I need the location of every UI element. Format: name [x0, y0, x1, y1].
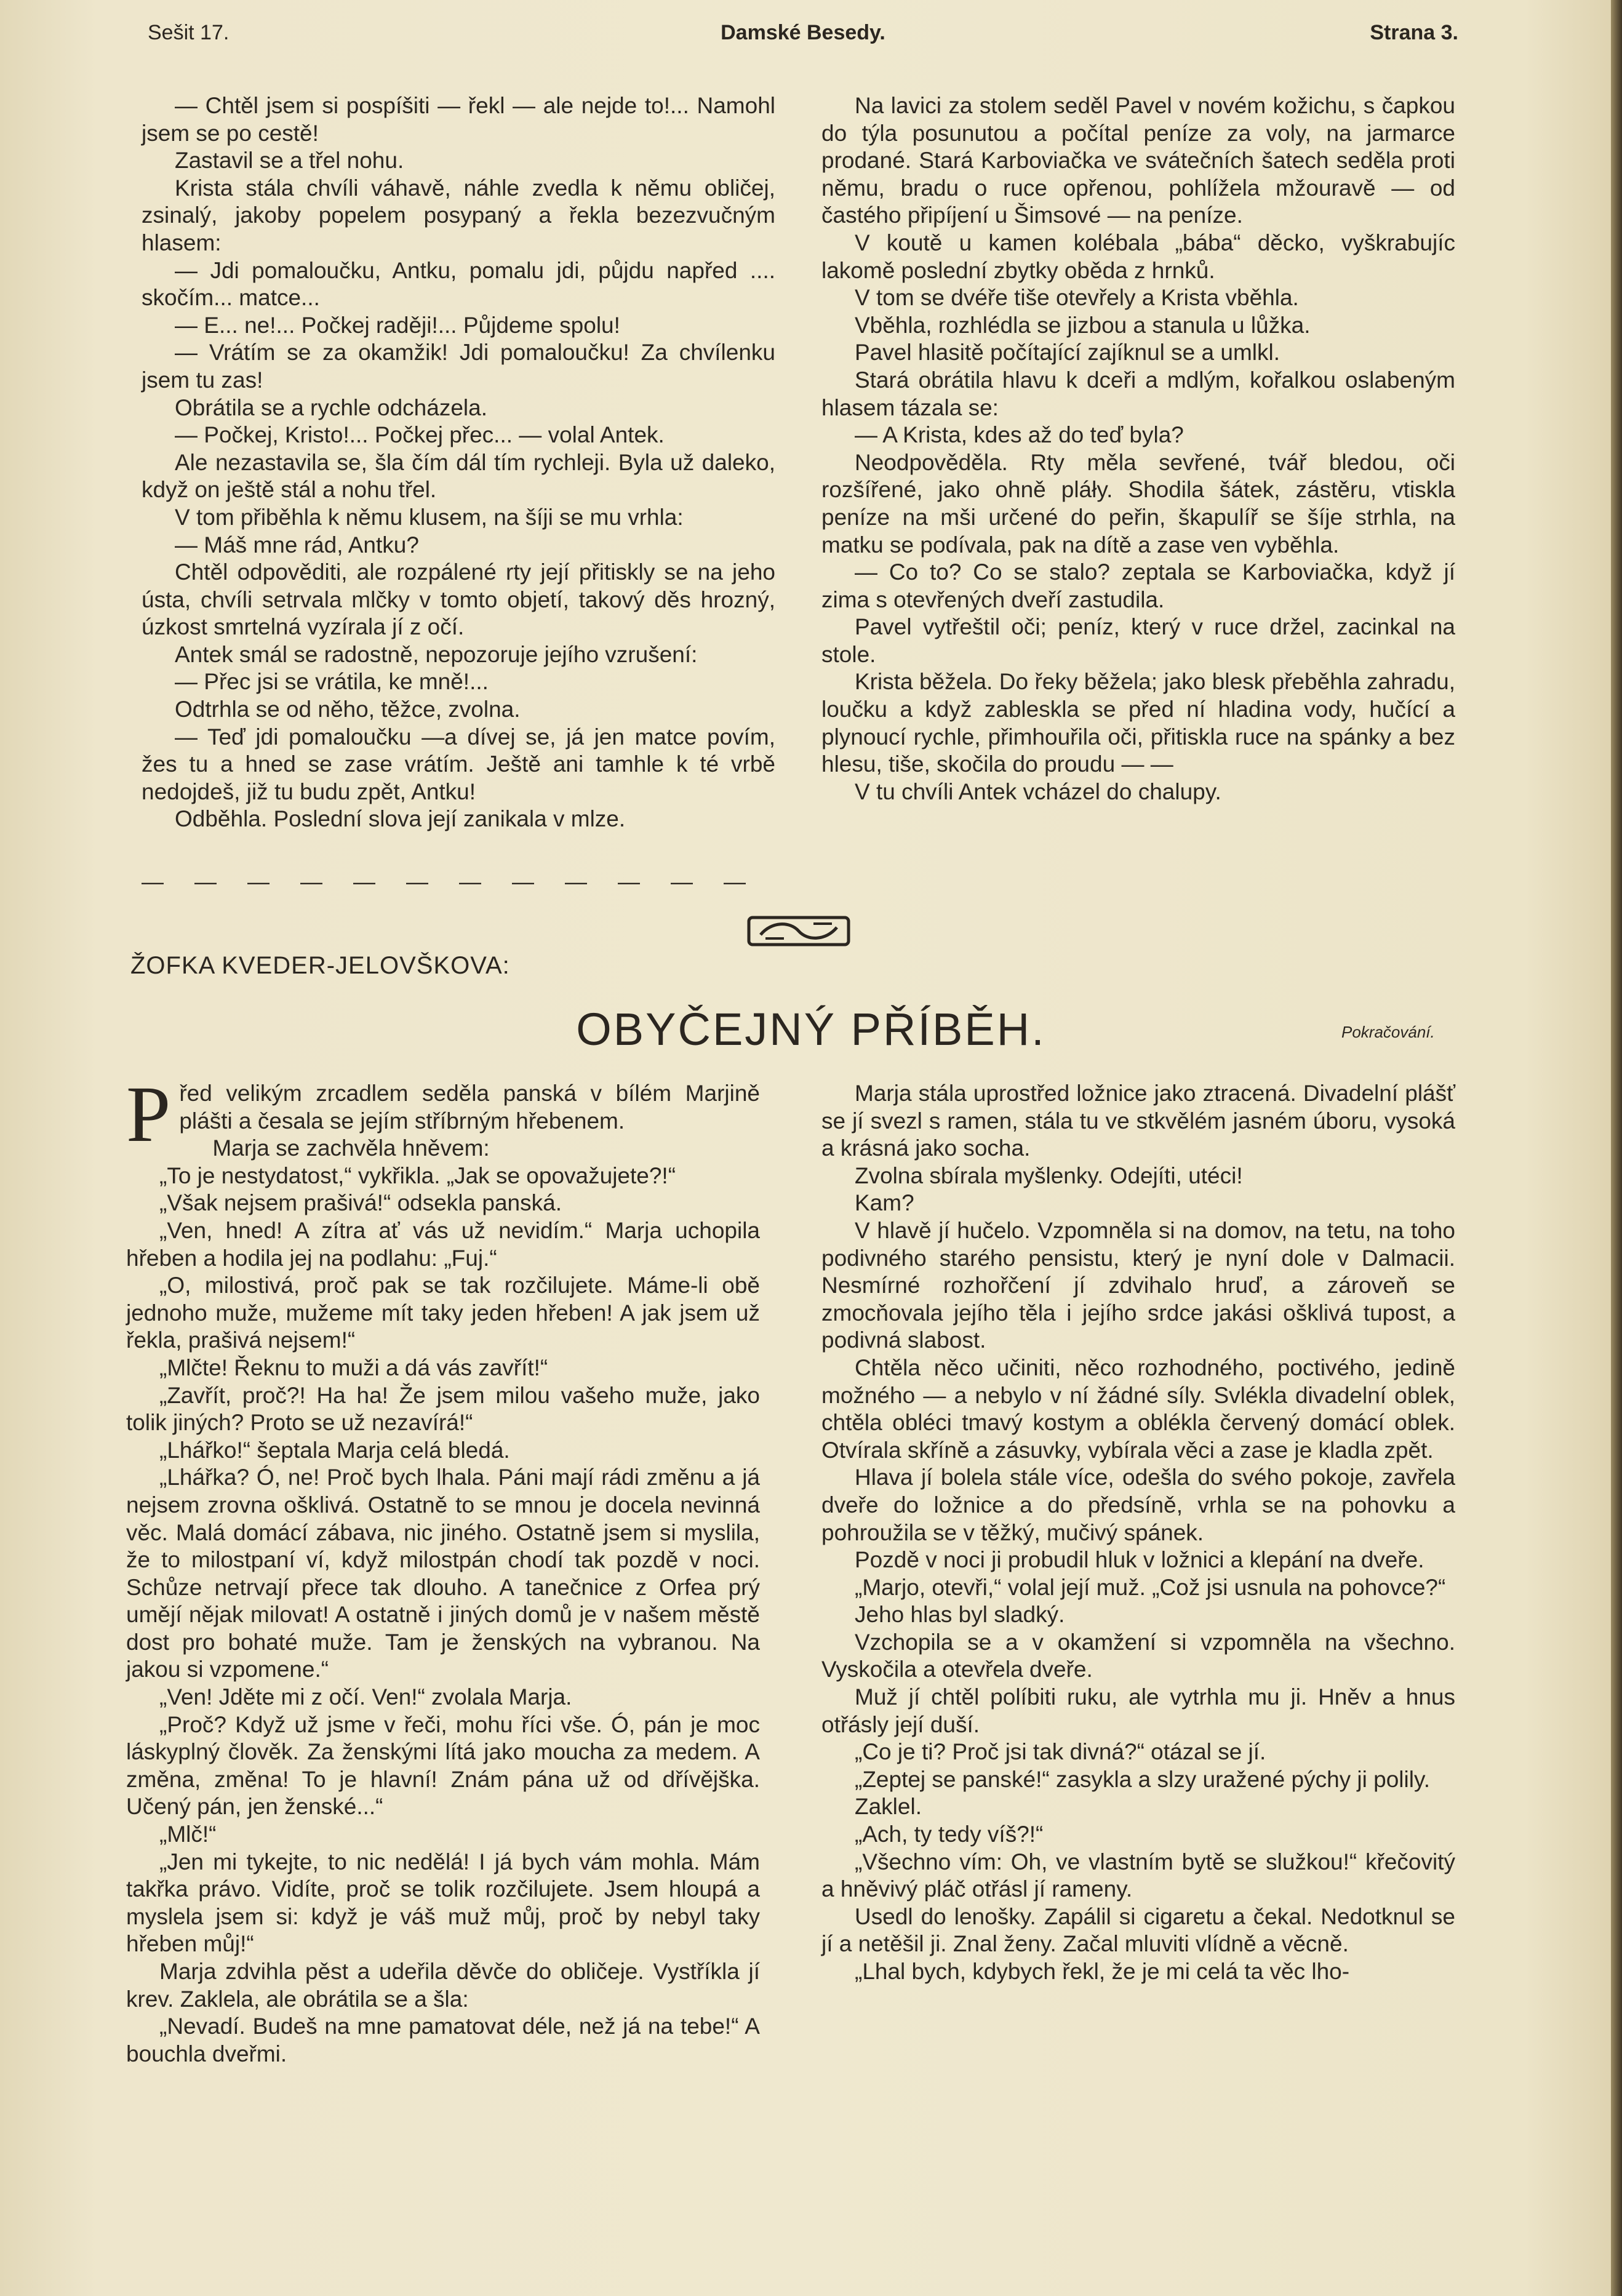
paragraph: „Zavřít, proč?! Ha ha! Že jsem milou vašeho muže, jako tolik jiných? Proto se už nezavírá!“	[126, 1382, 760, 1436]
paragraph: V tom přiběhla k němu klusem, na šíji se mu vrhla:	[175, 504, 684, 530]
paragraph: Marja se zachvěla hněvem:	[212, 1135, 490, 1161]
story-title: OBYČEJNÝ PŘÍBĚH.	[576, 1004, 1046, 1055]
drop-cap: P	[126, 1070, 171, 1159]
opening-text: řed velikým zrcadlem seděla panská v bílém Marjině plášti a česala se jejím stříbrným hřebenem.	[179, 1081, 760, 1134]
paragraph: Pozdě v noci ji probudil hluk v ložnici a klepání na dveře.	[855, 1547, 1424, 1573]
paragraph: — Přec jsi se vrátila, ke mně!...	[175, 669, 489, 695]
paragraph: „Nevadí. Budeš na mne pamatovat déle, než já na tebe!“ A bouchla dveřmi.	[126, 2014, 760, 2066]
paragraph: Usedl do lenošky. Zapálil si cigaretu a čekal. Nedotknul se jí a netěšil ji. Znal ženy. Začal mluviti vlídně a věcně.	[821, 1903, 1455, 1957]
paragraph: — Co to? Co se stalo? zeptala se Karboviačka, když jí zima s otevřených dveří zastudila.	[821, 559, 1455, 612]
paragraph: Vzchopila se a v okamžení si vzpomněla na všechno. Vyskočila a otevřela dveře.	[821, 1629, 1455, 1682]
paragraph: „Marjo, otevři,“ volal její muž. „Což jsi usnula na pohovce?“	[855, 1574, 1446, 1600]
paragraph: „Ach, ty tedy víš?!“	[855, 1822, 1044, 1847]
issue-number: Sešit 17.	[148, 21, 230, 44]
paragraph: — Vrátím se za okamžik! Jdi pomaloučku! Za chvílenku jsem tu zas!	[142, 340, 775, 393]
paragraph: V tu chvíli Antek vcházel do chalupy.	[855, 778, 1221, 804]
paragraph: — Máš mne rád, Antku?	[175, 532, 419, 558]
paragraph: Na lavici za stolem seděl Pavel v novém kožichu, s čapkou do týla posunutou a počítal peníze za voly, na jarmarce prodané. Stará Karboviačka ve svátečních šatech seděla proti němu, bradu o ruce opřenou, pohlížela mžouravě — od častého připíjení u Šimsové — na peníze.	[821, 93, 1455, 228]
paragraph: „Lhářko!“ šeptala Marja celá bledá.	[159, 1437, 510, 1463]
paragraph: Vběhla, rozhlédla se jizbou a stanula u lůžka.	[855, 312, 1311, 338]
paragraph: „Lhal bych, kdybych řekl, že je mi celá ta věc lho-	[855, 1959, 1350, 1984]
paragraph: „Jen mi tykejte, to nic nedělá! I já bych vám mohla. Mám takřka právo. Vidíte, proč se tolik rozčilujete. Jsem hloupá a myslela jsem si: když je váš muž můj, proč by nebyl taky hřeben můj!“	[126, 1849, 760, 1957]
paragraph: „Proč? Když už jsme v řeči, mohu říci vše. Ó, pán je moc láskyplný člověk. Za ženskými lítá jako moucha za medem. A změna, změna! To je hlavní! Znám pána už od dřívějška. Učený pán, jen ženské...“	[126, 1711, 760, 1820]
paragraph: „Co je ti? Proč jsi tak divná?“ otázal se jí.	[855, 1739, 1266, 1765]
paragraph: Antek smál se radostně, nepozoruje jejího vzrušení:	[175, 641, 698, 667]
paragraph: Obrátila se a rychle odcházela.	[175, 394, 487, 420]
paragraph: Muž jí chtěl políbiti ruku, ale vytrhla mu ji. Hněv a hnus otřásly její duší.	[821, 1684, 1455, 1737]
paragraph: — A Krista, kdes až do teď byla?	[855, 422, 1184, 448]
paragraph: Zastavil se a třel nohu.	[175, 148, 404, 174]
decorative-ornament-icon	[747, 913, 850, 950]
paragraph: Odběhla. Poslední slova její zanikala v mlze.	[175, 806, 626, 832]
book-spine-edge	[1611, 0, 1622, 2296]
paragraph: Ale nezastavila se, šla čím dál tím rychleji. Byla už daleko, když on ještě stál a nohu třel.	[142, 449, 775, 503]
paragraph: „To je nestydatost,“ vykřikla. „Jak se opovažujete?!“	[159, 1162, 676, 1188]
paragraph: Chtěla něco učiniti, něco rozhodného, poctivého, jedině možného — a nebylo v ní žádné síly. Svlékla divadelní oblek, chtěla obléci tmavý kostym a oblékla červený domácí oblek. Otvírala skříně a zásuvky, vybírala věci a zase je kladla zpět.	[821, 1354, 1455, 1463]
paragraph: Odtrhla se od něho, těžce, zvolna.	[175, 697, 521, 722]
paragraph: Chtěl odpověditi, ale rozpálené rty její přitiskly se na jeho ústa, chvíli setrvala mlčky v tomto objetí, takový děs hrozný, úzkost smrtelná vyzírala jí z očí.	[142, 559, 775, 640]
paragraph: „Ven, hned! A zítra ať vás už nevidím.“ Marja uchopila hřeben a hodila jej na podlahu: „Fuj.“	[126, 1217, 760, 1271]
paragraph: — Počkej, Kristo!... Počkej přec... — volal Antek.	[175, 422, 665, 448]
paragraph: Krista stála chvíli váhavě, náhle zvedla k němu obličej, zsinalý, jakoby popelem posypaný a řekla bezezvučným hlasem:	[142, 175, 775, 255]
paragraph: — E... ne!... Počkej raději!... Půjdeme spolu!	[175, 312, 620, 338]
paragraph: „Mlč!“	[159, 1822, 217, 1847]
paragraph: V hlavě jí hučelo. Vzpomněla si na domov, na tetu, na toho podivného starého pensistu, který je nyní dole v Dalmacii. Nesmírné rozhořčení jí zdvihalo hruď, a zároveň se zmocňovala jejího těla i jejího srdce jakási ošklivá tupost, a podivná slabost.	[821, 1217, 1455, 1353]
paragraph: Pavel hlasitě počítající zajíknul se a umlkl.	[855, 340, 1280, 366]
story-author: ŽOFKA KVEDER-JELOVŠKOVA:	[130, 952, 510, 979]
page-number: Strana 3.	[1370, 21, 1458, 44]
paragraph: Pavel vytřeštil oči; peníz, který v ruce držel, zacinkal na stole.	[821, 614, 1455, 667]
story-column-left	[126, 1070, 760, 2068]
paragraph: Neodpověděla. Rty měla sevřené, tvář bledou, oči rozšířené, jako ohně pláły. Shodila šátek, zástěru, vtiskla peníze na mši určené do peřin, škapulíř se šíje strhla, na matku se podívala, pak na dítě a zase ven vyběhla.	[821, 449, 1455, 558]
magazine-title: Damské Besedy.	[721, 21, 885, 44]
paragraph: „Mlčte! Řeknu to muži a dá vás zavřít!“	[159, 1354, 548, 1380]
paragraph: „Všechno vím: Oh, ve vlastním bytě se služkou!“ křečovitý a hněvivý pláč otřásl jí rameny.	[821, 1849, 1455, 1902]
paragraph: Marja stála uprostřed ložnice jako ztracená. Divadelní plášť se jí svezl s ramen, stála tu ve stkvělém jasném úboru, vysoká a krásná jako socha.	[821, 1081, 1455, 1161]
paragraph: — Jdi pomaloučku, Antku, pomalu jdi, půjdu napřed .... skočím... matce...	[142, 257, 775, 311]
paragraph: V tom se dvéře tiše otevřely a Krista vběhla.	[855, 285, 1299, 311]
running-header	[148, 14, 1458, 50]
paragraph: Stará obrátila hlavu k dceři a mdlým, kořalkou oslabeným hlasem tázala se:	[821, 367, 1455, 420]
paragraph: Jeho hlas byl sladký.	[855, 1602, 1065, 1628]
paragraph: V koutě u kamen kolébala „bába“ děcko, vyškrabujíc lakomě poslední zbytky oběda z hrnků.	[821, 230, 1455, 283]
paragraph: Zvolna sbírala myšlenky. Odejíti, utéci!	[855, 1162, 1243, 1188]
paragraph: — Teď jdi pomaloučku —a dívej se, já jen matce povím, žes tu a hned se zase vrátím. Ještě ani tamhle k té vrbě nedojdeš, již tu budu zpět, Antku!	[142, 724, 775, 804]
paragraph: „Zeptej se panské!“ zasykla a slzy uražené pýchy ji polily.	[855, 1766, 1430, 1792]
paragraph: „Lhářka? Ó, ne! Proč bych lhala. Páni mají rádi změnu a já nejsem zrovna ošklivá. Ostatně to se mnou je docela nevinná věc. Malá domácí zábava, nic jiného. Ostatně jsem si myslila, že to milostpaní ví, když milostpán chodí tak pozdě v noci. Schůze netrvají přece tak dlouho. A tanečnice z Orfea prý umějí nějak milovat! A ostatně i jiných domů je v našem městě dost pro bohaté muže. Tam je ženských na vybranou. Na jakou si vzpomene.“	[126, 1465, 760, 1682]
paragraph: Hlava jí bolela stále více, odešla do svého pokoje, zavřela dveře do ložnice a do předsíně, vrhla se na pohovku a pohroužila se v těžký, mučivý spánek.	[821, 1465, 1455, 1545]
prev-story-column-left	[142, 92, 775, 833]
story-column-right	[821, 1080, 1455, 1986]
paragraph: „Však nejsem prašivá!“ odsekla panská.	[159, 1190, 562, 1216]
paragraph: Kam?	[855, 1190, 914, 1216]
prev-story-column-right	[821, 92, 1455, 806]
paragraph: „O, milostivá, proč pak se tak rozčilujete. Máme-li obě jednoho muže, mužeme mít taky jeden hřeben! A jak jsem už řekla, prašivá nejsem!“	[126, 1273, 760, 1353]
continued-note: Pokračování.	[1341, 1023, 1435, 1041]
paragraph: — Chtěl jsem si pospíšiti — řekl — ale nejde to!... Namohl jsem se po cestě!	[142, 93, 775, 146]
paragraph: Krista běžela. Do řeky běžela; jako blesk přeběhla zahradu, loučku a když zableskla se před ní hladina vody, hučící a plynoucí rychle, přimhouřila oči, přitiskla ruce na spánky a bez hlesu, tiše, skočila do proudu — —	[821, 669, 1455, 777]
section-dash-separator: — — — — — — — — — — — —	[142, 869, 759, 894]
paragraph: Zaklel.	[855, 1794, 922, 1820]
paragraph: „Ven! Jděte mi z očí. Ven!“ zvolala Marja.	[159, 1684, 572, 1710]
paragraph: Marja zdvihla pěst a udeřila děvče do obličeje. Vystříkla jí krev. Zaklela, ale obrátila se a šla:	[126, 1959, 760, 2012]
